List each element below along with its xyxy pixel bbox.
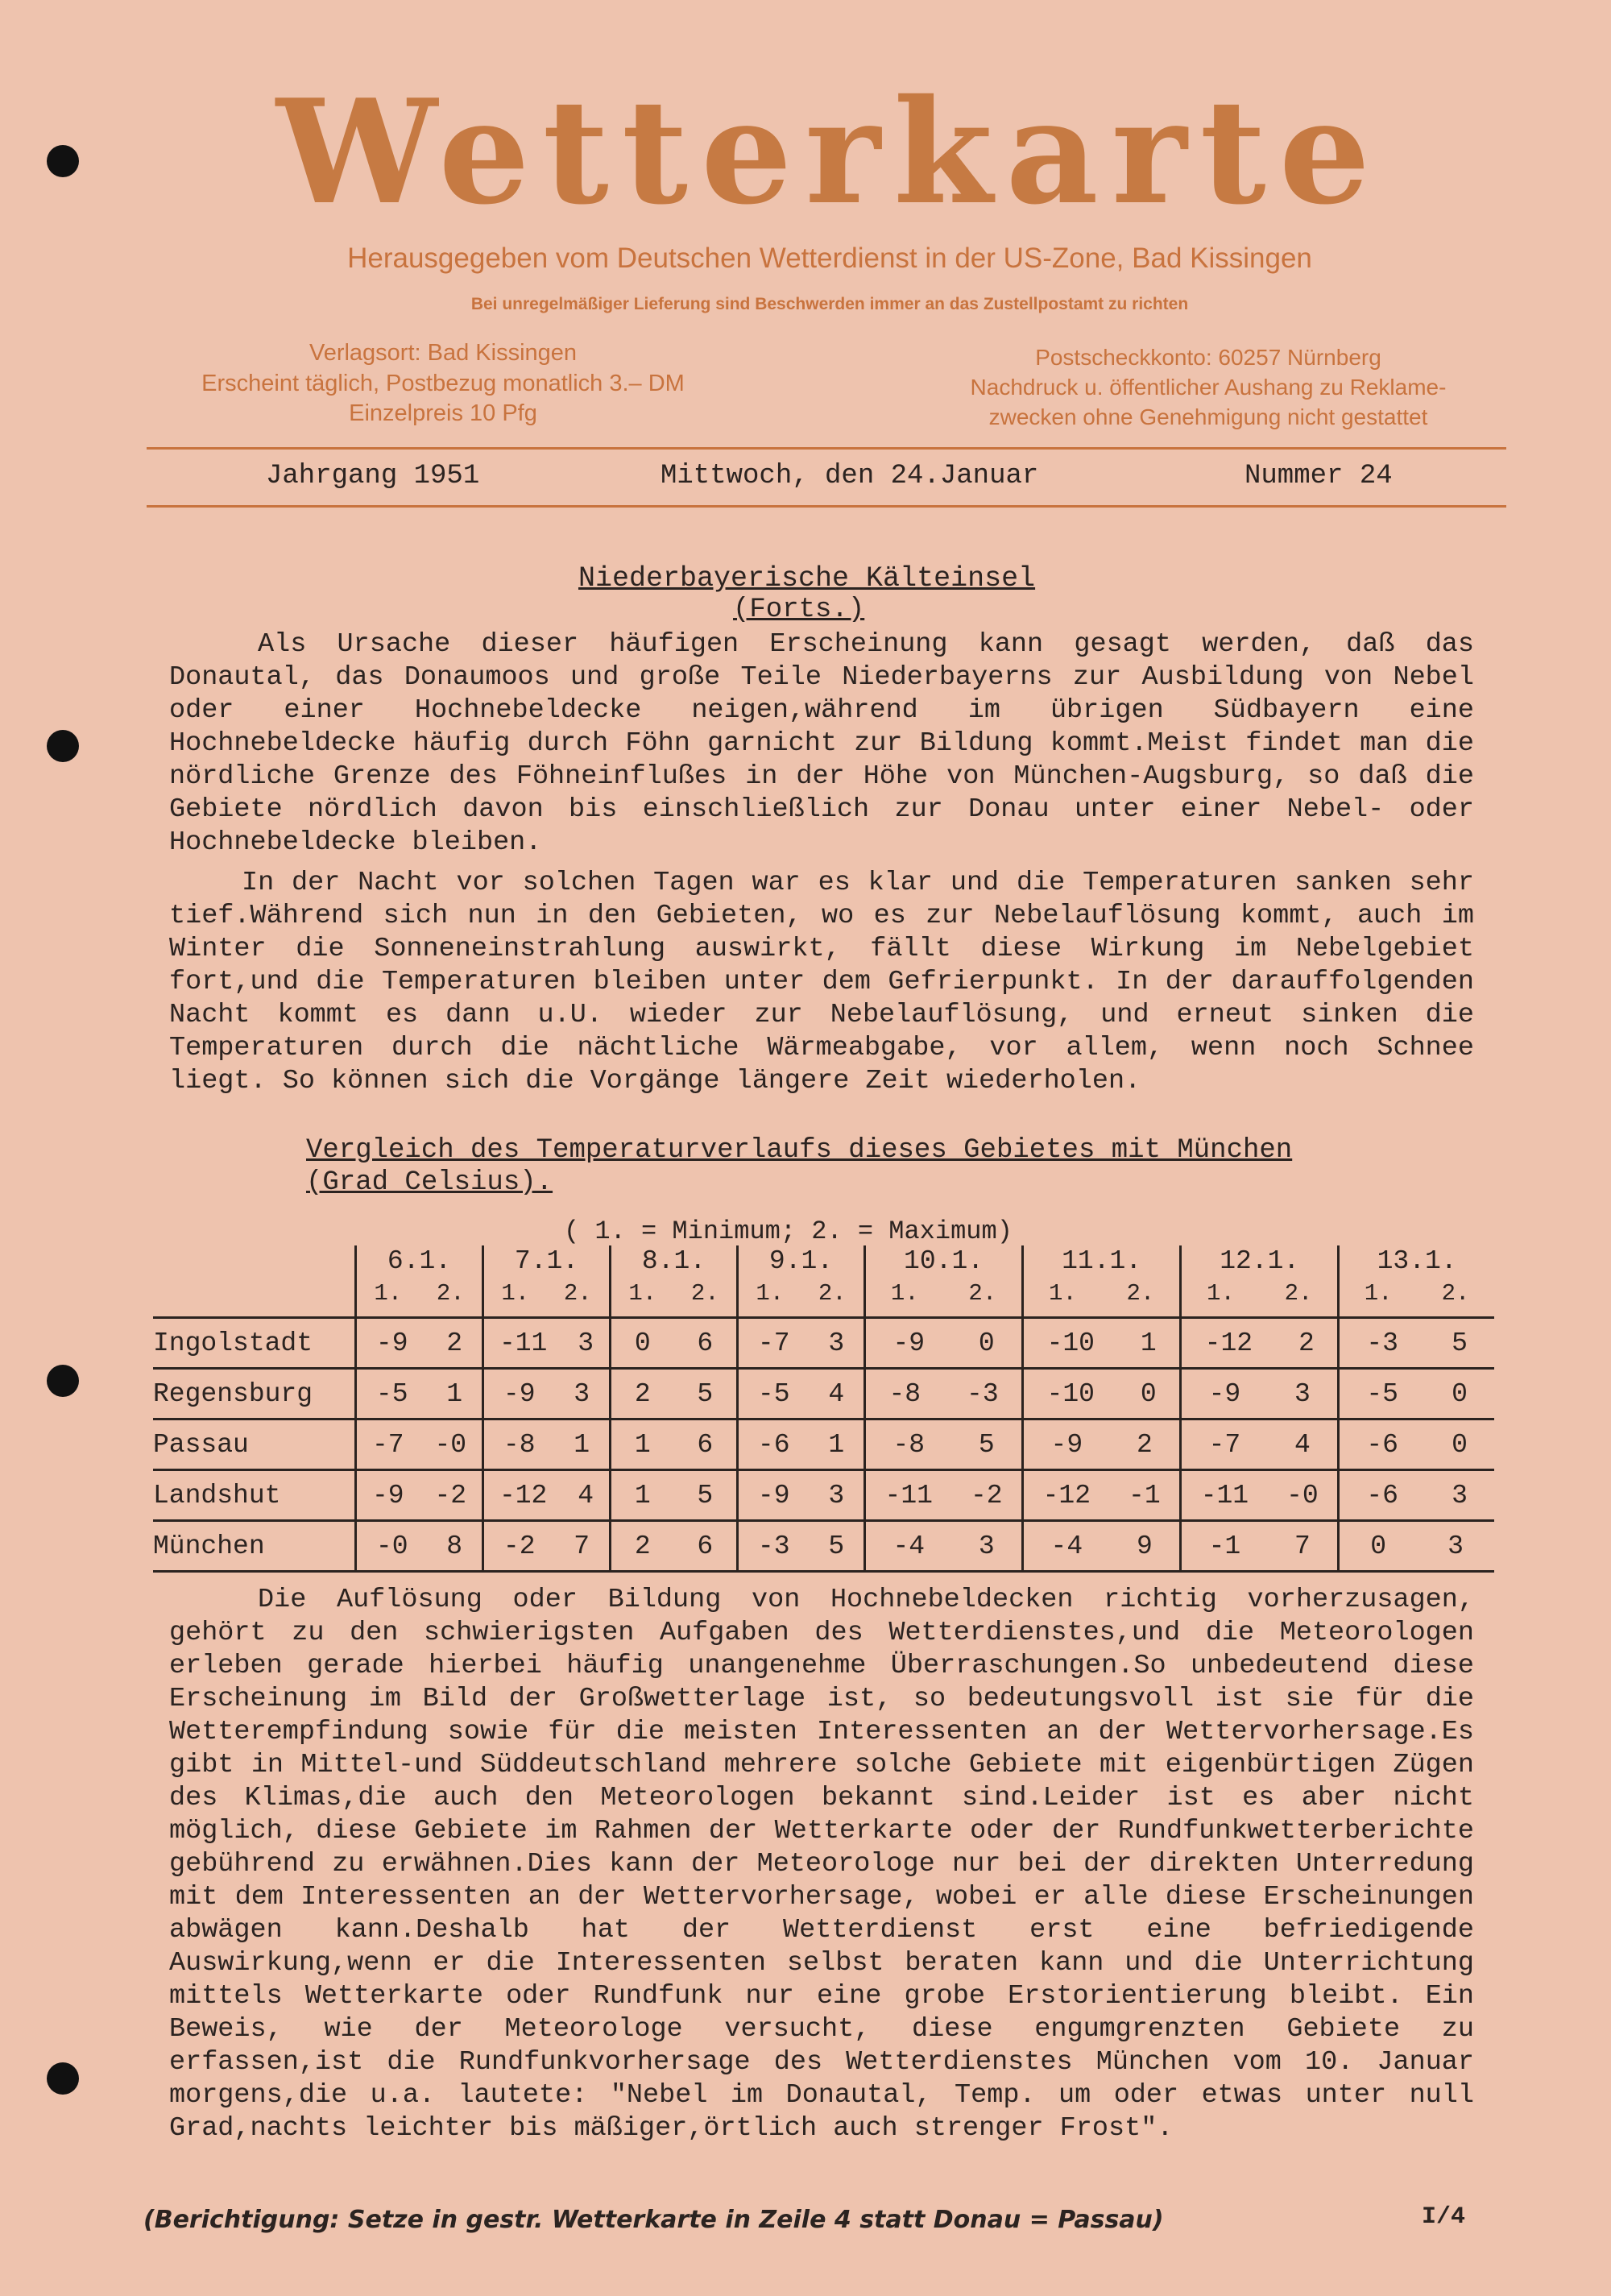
temperature-cell xyxy=(483,1419,611,1470)
postal-account: Postscheckkonto: 60257 Nürnberg xyxy=(1035,345,1381,370)
article-paragraph: Als Ursache dieser häufigen Erscheinung kann gesagt werden, daß das Donautal, das Donaumoos und große Teile Niederbayerns zur Ausbildung von Nebel oder einer Hochnebeldecke neigen,während im übrigen Südbayern eine Hochnebeldecke häufig durch Föhn garnicht zur Bildung kommt.Meist findet man die nördliche Grenze des Föhneinflußes in der Höhe von München-Augsburg, so daß die Gebiete nördlich davon bis einschließlich zur Donau unter einer Nebel- oder Hochnebeldecke bleiben. xyxy=(169,629,1474,858)
date-header: 9.1. 1. 2. xyxy=(738,1245,865,1318)
maximum-value: 1 xyxy=(446,1378,463,1409)
header-rule xyxy=(147,505,1506,508)
maximum-value: 3 xyxy=(978,1531,995,1561)
minimum-value: -11 xyxy=(499,1328,548,1358)
maximum-value: -1 xyxy=(1129,1480,1161,1511)
temperature-cell xyxy=(865,1369,1023,1419)
maximum-value: 3 xyxy=(574,1378,590,1409)
maximum-value: 5 xyxy=(978,1429,995,1460)
punch-hole xyxy=(47,730,79,762)
temperature-cell xyxy=(483,1369,611,1419)
minimum-value: -11 xyxy=(1200,1480,1249,1511)
minimum-value: -8 xyxy=(888,1378,921,1409)
temperature-cell xyxy=(611,1369,738,1419)
minimum-value: -12 xyxy=(1042,1480,1091,1511)
temperature-cell xyxy=(738,1521,865,1572)
temperature-table xyxy=(153,1245,1494,1573)
minimum-value: -7 xyxy=(757,1328,790,1358)
temperature-cell xyxy=(738,1419,865,1470)
minimum-value: -3 xyxy=(757,1531,790,1561)
temperature-cell xyxy=(1181,1419,1339,1470)
minimum-value: -9 xyxy=(757,1480,790,1511)
reprint-notice-line2: zwecken ohne Genehmigung nicht gestattet xyxy=(988,404,1428,429)
maximum-value: 5 xyxy=(697,1378,714,1409)
minimum-value: -0 xyxy=(375,1531,408,1561)
date-header: 10.1. 1. 2. xyxy=(865,1245,1023,1318)
maximum-value: -0 xyxy=(434,1429,467,1460)
maximum-value: 6 xyxy=(697,1429,714,1460)
date-header: 11.1. 1. 2. xyxy=(1023,1245,1181,1318)
publication-info xyxy=(161,338,725,429)
masthead-title: Wetterkarte xyxy=(275,68,1384,236)
maximum-value: 2 xyxy=(1136,1429,1153,1460)
temperature-cell xyxy=(356,1470,483,1521)
temperature-cell xyxy=(611,1521,738,1572)
minimum-value: -5 xyxy=(375,1378,408,1409)
minimum-value: -9 xyxy=(892,1328,926,1358)
header-rule xyxy=(147,447,1506,450)
maximum-value: 9 xyxy=(1136,1531,1153,1561)
maximum-value: -3 xyxy=(967,1378,999,1409)
date-header: 13.1. 1. 2. xyxy=(1339,1245,1494,1318)
publication-place: Verlagsort: Bad Kissingen xyxy=(309,340,578,366)
temperature-cell xyxy=(865,1419,1023,1470)
minimum-value: -8 xyxy=(892,1429,926,1460)
table-legend: ( 1. = Minimum; 2. = Maximum) xyxy=(564,1216,1013,1246)
maximum-value: -0 xyxy=(1286,1480,1319,1511)
minimum-value: 1 xyxy=(634,1429,651,1460)
temperature-cell xyxy=(1181,1470,1339,1521)
temperature-cell xyxy=(1023,1369,1181,1419)
maximum-value: 4 xyxy=(828,1378,845,1409)
minimum-value: -3 xyxy=(1366,1328,1398,1358)
maximum-value: 3 xyxy=(828,1328,845,1358)
minimum-value: -6 xyxy=(757,1429,790,1460)
maximum-value: 3 xyxy=(828,1480,845,1511)
temperature-cell xyxy=(1023,1521,1181,1572)
minimum-value: -9 xyxy=(1208,1378,1241,1409)
date-header: 8.1. 1. 2. xyxy=(611,1245,738,1318)
maximum-value: 6 xyxy=(697,1328,714,1358)
temperature-cell xyxy=(483,1318,611,1369)
maximum-value: 0 xyxy=(1452,1378,1468,1409)
temperature-cell xyxy=(356,1419,483,1470)
table-row xyxy=(153,1470,1494,1521)
temperature-cell xyxy=(483,1470,611,1521)
legal-info xyxy=(926,343,1490,433)
comparison-title: Vergleich des Temperaturverlaufs dieses Gebietes mit München (Grad Celsius). xyxy=(306,1135,1293,1198)
publisher-subtitle: Herausgegeben vom Deutschen Wetterdienst in der US-Zone, Bad Kissingen xyxy=(347,242,1312,274)
temperature-cell xyxy=(1181,1318,1339,1369)
temperature-cell xyxy=(865,1318,1023,1369)
temperature-cell xyxy=(738,1369,865,1419)
temperature-cell xyxy=(356,1521,483,1572)
table-row xyxy=(153,1318,1494,1369)
temperature-cell xyxy=(865,1470,1023,1521)
maximum-value: 7 xyxy=(574,1531,590,1561)
maximum-value: 4 xyxy=(1294,1429,1311,1460)
article-paragraph: In der Nacht vor solchen Tagen war es klar und die Temperaturen sanken sehr tief.Während sich nun in den Gebieten, wo es zur Nebelauflösung kommt, auch im Winter die Sonneneinstrahlung auswirkt, fällt diese Wirkung im Nebelgebiet fort,und die Temperaturen bleiben unter dem Gefrierpunkt. In der darauffolgenden Nacht kommt es dann u.U. wieder zur Nebelauflösung, und erneut sinken die Temperaturen durch die nächtliche Wärmeabgabe, vor allem, wenn noch Schnee liegt. So können sich die Vorgänge längere Zeit wiederholen. xyxy=(169,868,1474,1096)
minimum-value: -6 xyxy=(1366,1429,1398,1460)
temperature-cell xyxy=(1339,1318,1494,1369)
minimum-value: -7 xyxy=(371,1429,404,1460)
minimum-value: -5 xyxy=(757,1378,790,1409)
minimum-value: -12 xyxy=(499,1480,548,1511)
minimum-value: 2 xyxy=(634,1531,651,1561)
minimum-value: -9 xyxy=(503,1378,536,1409)
table-corner xyxy=(153,1245,356,1318)
maximum-value: 0 xyxy=(1452,1429,1468,1460)
maximum-value: 1 xyxy=(1140,1328,1157,1358)
maximum-value: 1 xyxy=(574,1429,590,1460)
minimum-value: 2 xyxy=(634,1378,651,1409)
minimum-value: -9 xyxy=(1050,1429,1083,1460)
maximum-value: 5 xyxy=(697,1480,714,1511)
maximum-value: 3 xyxy=(578,1328,594,1358)
temperature-cell xyxy=(1339,1470,1494,1521)
minimum-value: -2 xyxy=(503,1531,536,1561)
temperature-cell xyxy=(1023,1318,1181,1369)
table-row xyxy=(153,1369,1494,1419)
minimum-value: -1 xyxy=(1208,1531,1241,1561)
maximum-value: 3 xyxy=(1452,1480,1468,1511)
minimum-value: 0 xyxy=(634,1328,651,1358)
punch-hole xyxy=(47,145,79,177)
temperature-cell xyxy=(356,1318,483,1369)
maximum-value: 2 xyxy=(446,1328,463,1358)
temperature-cell xyxy=(738,1470,865,1521)
temperature-cell xyxy=(738,1318,865,1369)
page-marker: I/4 xyxy=(1422,2203,1466,2231)
minimum-value: -11 xyxy=(884,1480,933,1511)
minimum-value: -10 xyxy=(1046,1328,1095,1358)
date-header: 7.1. 1. 2. xyxy=(483,1245,611,1318)
temperature-cell xyxy=(1339,1521,1494,1572)
temperature-cell xyxy=(1181,1369,1339,1419)
city-name: Ingolstadt xyxy=(153,1318,356,1369)
minimum-value: 1 xyxy=(634,1480,651,1511)
minimum-value: -6 xyxy=(1366,1480,1398,1511)
temperature-cell xyxy=(483,1521,611,1572)
maximum-value: 8 xyxy=(446,1531,463,1561)
reprint-notice-line1: Nachdruck u. öffentlicher Aushang zu Reklame- xyxy=(970,374,1447,400)
minimum-value: -4 xyxy=(1050,1531,1083,1561)
maximum-value: 1 xyxy=(828,1429,845,1460)
maximum-value: 5 xyxy=(828,1531,845,1561)
table-row xyxy=(153,1521,1494,1572)
maximum-value: -2 xyxy=(970,1480,1003,1511)
date-header: 12.1. 1. 2. xyxy=(1181,1245,1339,1318)
issue-number: Nummer 24 xyxy=(1244,461,1393,491)
single-price: Einzelpreis 10 Pfg xyxy=(349,400,537,427)
temperature-cell xyxy=(1023,1419,1181,1470)
temperature-cell xyxy=(1181,1521,1339,1572)
table-row xyxy=(153,1419,1494,1470)
punch-hole xyxy=(47,2062,79,2095)
article-paragraph: Die Auflösung oder Bildung von Hochnebeldecken richtig vorherzusagen, gehört zu den schwierigsten Aufgaben des Wetterdienstes,und die Meteorologen erleben gerade hierbei häufig unangenehme Überraschungen.So unbedeutend diese Erscheinung im Bild der Großwetterlage ist, so bedeutungsvoll ist sie für die Wetterempfindung sowie für die meisten Interessenten an der Wettervorhersage.Es gibt in Mittel-und Süddeutschland mehrere solche Gebiete mit eigenbürtigen Zügen des Klimas,die auch den Meteorologen bekannt sind.Leider ist es aber nicht möglich, diese Gebiete im Rahmen der Wetterkarte oder der Rundfunkwetterberichte gebührend zu erwähnen.Dies kann der Meteorologe nur bei der direkten Unterredung mit dem Interessenten an der Wettervorhersage, wobei er alle diese Erscheinungen abwägen kann.Deshalb hat der Wetterdienst erst eine befriedigende Auswirkung,wenn er die Interessenten selbst beraten kann und die Unterrichtung mittels Wetterkarte oder Rundfunk nur eine grobe Erstorientierung bleibt. Ein Beweis, wie der Meteorologe versucht, diese engumgrenzten Gebiete zu erfassen,ist die Rundfunkvorhersage des Wetterdienstes München vom 10. Januar morgens,die u.a. lautete: "Nebel im Donautal, Temp. um oder etwas unter null Grad,nachts leichter bis mäßiger,örtlich auch strenger Frost". xyxy=(169,1585,1474,2144)
article-continued: (Forts.) xyxy=(733,595,865,625)
minimum-value: -9 xyxy=(371,1480,404,1511)
subscription-price: Erscheint täglich, Postbezug monatlich 3.– DM xyxy=(201,370,685,396)
city-name: München xyxy=(153,1521,356,1572)
city-name: Landshut xyxy=(153,1470,356,1521)
minimum-value: -9 xyxy=(375,1328,408,1358)
maximum-value: 3 xyxy=(1294,1378,1311,1409)
maximum-value: -2 xyxy=(434,1480,467,1511)
issue-date: Mittwoch, den 24.Januar xyxy=(661,461,1039,491)
temperature-cell xyxy=(1023,1470,1181,1521)
article-title: Niederbayerische Kälteinsel xyxy=(578,562,1036,595)
temperature-cell xyxy=(611,1470,738,1521)
minimum-value: -12 xyxy=(1204,1328,1253,1358)
minimum-value: -5 xyxy=(1366,1378,1398,1409)
temperature-cell xyxy=(611,1419,738,1470)
date-header: 6.1. 1. 2. xyxy=(356,1245,483,1318)
temperature-cell xyxy=(865,1521,1023,1572)
complaint-notice: Bei unregelmäßiger Lieferung sind Beschwerden immer an das Zustellpostamt zu richten xyxy=(470,295,1189,313)
minimum-value: -7 xyxy=(1208,1429,1241,1460)
maximum-value: 4 xyxy=(578,1480,594,1511)
city-name: Passau xyxy=(153,1419,356,1470)
punch-hole xyxy=(47,1365,79,1397)
maximum-value: 7 xyxy=(1294,1531,1311,1561)
minimum-value: -10 xyxy=(1046,1378,1095,1409)
maximum-value: 6 xyxy=(697,1531,714,1561)
temperature-cell xyxy=(356,1369,483,1419)
temperature-cell xyxy=(1339,1369,1494,1419)
city-name: Regensburg xyxy=(153,1369,356,1419)
maximum-value: 5 xyxy=(1452,1328,1468,1358)
maximum-value: 0 xyxy=(978,1328,995,1358)
issue-year: Jahrgang 1951 xyxy=(266,461,480,491)
minimum-value: -4 xyxy=(892,1531,926,1561)
temperature-cell xyxy=(611,1318,738,1369)
correction-note: (Berichtigung: Setze in gestr. Wetterkarte in Zeile 4 statt Donau = Passau) xyxy=(143,2206,1164,2234)
temperature-cell xyxy=(1339,1419,1494,1470)
maximum-value: 3 xyxy=(1447,1531,1464,1561)
maximum-value: 0 xyxy=(1140,1378,1157,1409)
minimum-value: -8 xyxy=(503,1429,536,1460)
maximum-value: 2 xyxy=(1298,1328,1315,1358)
minimum-value: 0 xyxy=(1370,1531,1387,1561)
